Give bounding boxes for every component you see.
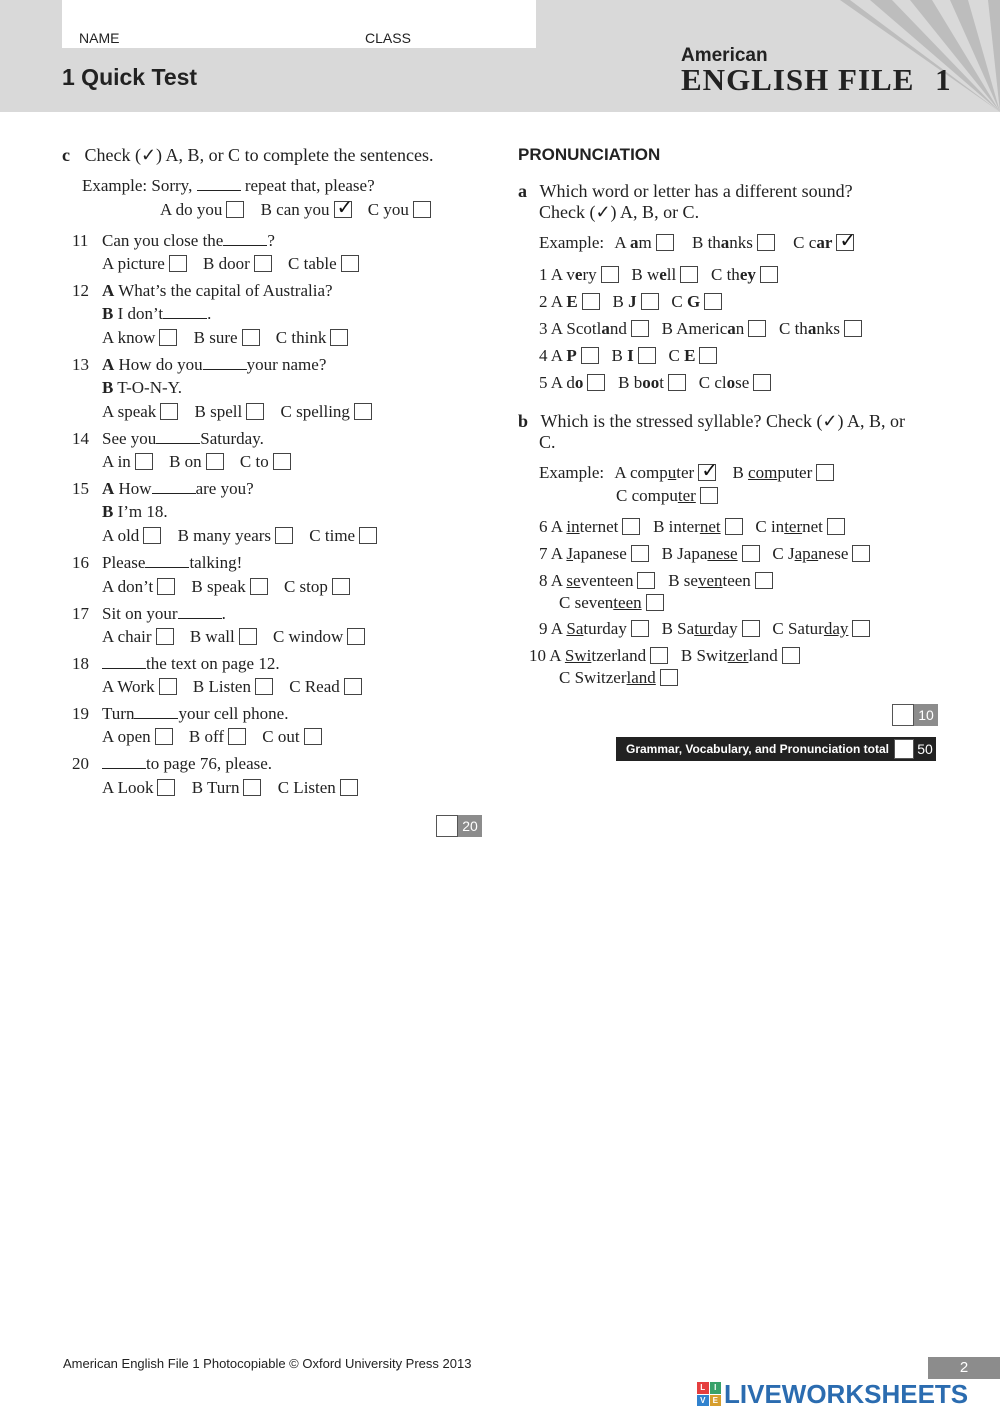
option-c: C think [275, 328, 327, 347]
checkbox-pa2-c[interactable] [704, 293, 722, 310]
option-c: C stop [283, 577, 328, 596]
question-number: 16 [72, 553, 89, 572]
part-a-letter: a [518, 181, 527, 201]
brand-title [681, 62, 952, 98]
checkbox-18-a[interactable] [159, 678, 177, 695]
checkbox-pa3-b[interactable] [748, 320, 766, 337]
question-text: How do you [118, 355, 203, 374]
checkbox-16-b[interactable] [250, 578, 268, 595]
checkbox-pb10-c[interactable] [660, 669, 678, 686]
question-12-options [102, 328, 360, 348]
footer-brand: American English File 1 [63, 1356, 200, 1371]
example-checkbox-a[interactable] [226, 201, 244, 218]
question-text: Can you close the [102, 231, 224, 250]
question-number: 13 [72, 355, 89, 374]
example-c: C car [793, 233, 833, 252]
pron-b-9: 9 A Saturday B Saturday C Saturday [539, 619, 870, 639]
answer-blank [145, 554, 189, 568]
question-15 [72, 479, 254, 499]
question-14 [72, 429, 264, 449]
checkbox-pb7-b[interactable] [742, 545, 760, 562]
question-18 [72, 654, 280, 674]
total-label: Grammar, Vocabulary, and Pronunciation total [626, 742, 889, 756]
class-label: CLASS [365, 30, 411, 46]
option-b: B speak [191, 577, 246, 596]
question-text-end: your name? [246, 355, 327, 374]
option-c: C out [262, 727, 300, 746]
logo-letter: I [710, 1382, 722, 1394]
answer-blank [152, 480, 196, 494]
liveworksheets-logo [697, 1380, 968, 1408]
question-19 [72, 704, 288, 724]
question-15-options [102, 526, 389, 546]
pron-a-4: 4 A P B I C E [539, 346, 717, 366]
answer-blank [102, 755, 146, 769]
example-a: A am [614, 233, 652, 252]
question-text-end: . [221, 604, 226, 623]
question-11 [72, 231, 275, 251]
part-b-line2: C. [539, 432, 556, 452]
question-12-line2 [102, 304, 211, 324]
checkbox-20-a[interactable] [157, 779, 175, 796]
pron-a-1: 1 A very B well C they [539, 265, 778, 285]
option-a: A in [102, 452, 131, 471]
pron-b-8c: C seventeen [559, 593, 664, 613]
footer-copyright-text: Photocopiable © Oxford University Press 2013 [199, 1356, 472, 1371]
checkbox-15-b[interactable] [275, 527, 293, 544]
question-20-options [102, 778, 370, 798]
pb-example-checkbox-a-checked[interactable] [698, 464, 716, 481]
part-c-instruction [62, 145, 434, 165]
checkbox-pb6-a[interactable] [622, 518, 640, 535]
checkbox-13-c[interactable] [354, 403, 372, 420]
checkbox-pb6-c[interactable] [827, 518, 845, 535]
example-checkbox-b-checked[interactable] [334, 201, 352, 218]
footer-copyright [63, 1356, 471, 1371]
checkbox-19-a[interactable] [155, 728, 173, 745]
question-16-options [102, 577, 362, 597]
option-c: C to [239, 452, 269, 471]
checkbox-11-c[interactable] [341, 255, 359, 272]
checkbox-15-a[interactable] [143, 527, 161, 544]
option-b: B many years [177, 526, 272, 545]
checkbox-pa4-b[interactable] [638, 347, 656, 364]
pron-a-5: 5 A do B boot C close [539, 373, 771, 393]
checkbox-20-c[interactable] [340, 779, 358, 796]
part-b-line1: Which is the stressed syllable? Check (✓) A, B, or [540, 411, 906, 431]
question-text: I don’t [117, 304, 164, 323]
test-title: 1 Quick Test [62, 64, 198, 90]
logo-letter: V [697, 1395, 709, 1407]
checkbox-pa3-a[interactable] [631, 320, 649, 337]
part-b-letter: b [518, 411, 529, 431]
part-b-example-c: C computer [616, 486, 718, 506]
question-15-line2 [102, 502, 168, 522]
name-label: NAME [79, 30, 120, 46]
question-text: What’s the capital of Australia? [118, 281, 333, 300]
pron-b-7: 7 A Japanese B Japanese C Japanese [539, 544, 870, 564]
question-text: Sit on your [102, 604, 178, 623]
part-b-instruction [518, 411, 905, 431]
checkbox-19-c[interactable] [304, 728, 322, 745]
checkbox-pa4-a[interactable] [581, 347, 599, 364]
name-class-box [62, 0, 536, 48]
example-label: Example: [539, 233, 605, 252]
checkbox-16-c[interactable] [332, 578, 350, 595]
question-text-end: . [207, 304, 212, 323]
option-b: B sure [193, 328, 238, 347]
speaker-a: A [102, 281, 115, 300]
checkbox-16-a[interactable] [157, 578, 175, 595]
checkbox-11-b[interactable] [254, 255, 272, 272]
question-text-end: talking! [189, 553, 243, 572]
part-a-example [539, 233, 854, 253]
question-text: T-O-N-Y. [117, 378, 182, 397]
answer-blank [203, 356, 247, 370]
part-a-instruction [518, 181, 853, 201]
pron-b-8: 8 A seventeen B seventeen [539, 571, 773, 591]
question-number: 12 [72, 281, 89, 300]
pron-a-2: 2 A E B J C G [539, 292, 722, 312]
option-a: A don’t [102, 577, 154, 596]
option-b: B off [188, 727, 224, 746]
question-number: 11 [72, 231, 89, 250]
option-c: C Listen [277, 778, 336, 797]
checkbox-pb8-b[interactable] [755, 572, 773, 589]
question-text: How [118, 479, 152, 498]
example-sentence [82, 176, 375, 196]
checkbox-14-a[interactable] [135, 453, 153, 470]
brand-american: American [681, 45, 768, 66]
checkbox-pb9-b[interactable] [742, 620, 760, 637]
checkbox-13-b[interactable] [246, 403, 264, 420]
option-b: B Listen [192, 677, 251, 696]
total-max: 50 [917, 741, 933, 757]
example-options [160, 200, 443, 220]
total-bar [616, 737, 936, 761]
option-b: B door [203, 254, 250, 273]
pa-example-checkbox-b[interactable] [757, 234, 775, 251]
question-text: the text on page 12. [146, 654, 280, 673]
checkbox-pa5-c[interactable] [753, 374, 771, 391]
example-option-b: B can you [260, 200, 330, 219]
score-max: 10 [914, 704, 938, 726]
question-19-options [102, 727, 334, 747]
part-c-text: Check (✓) A, B, or C to complete the sentences. [84, 145, 434, 165]
checkbox-14-c[interactable] [273, 453, 291, 470]
example-b: B thanks [691, 233, 753, 252]
checkbox-pb10-a[interactable] [650, 647, 668, 664]
question-13-options [102, 402, 384, 422]
option-a: A know [102, 328, 156, 347]
part-a-line1: Which word or letter has a different sound? [539, 181, 853, 201]
score-input-box[interactable] [436, 815, 458, 837]
checkbox-pb10-b[interactable] [782, 647, 800, 664]
option-a: A speak [102, 402, 157, 421]
example-prefix: Example: Sorry, [82, 176, 193, 195]
question-16 [72, 553, 242, 573]
pb-example-checkbox-b[interactable] [816, 464, 834, 481]
question-number: 19 [72, 704, 89, 723]
question-14-options [102, 452, 303, 472]
option-c: C window [272, 627, 344, 646]
example-suffix: repeat that, please? [244, 176, 375, 195]
part-c-score [436, 815, 482, 837]
checkbox-19-b[interactable] [228, 728, 246, 745]
pa-example-checkbox-c-checked[interactable] [836, 234, 854, 251]
brand-number: 1 [935, 62, 952, 97]
pron-b-10c: C Switzerland [559, 668, 678, 688]
answer-blank [134, 705, 178, 719]
question-17-options [102, 627, 377, 647]
liveworksheets-wordmark: LIVEWORKSHEETS [724, 1378, 969, 1409]
question-text: See you [102, 429, 157, 448]
option-b: B spell [194, 402, 243, 421]
score-input-box[interactable] [892, 704, 914, 726]
logo-letter: E [710, 1395, 722, 1407]
part-c-letter: c [62, 145, 70, 165]
header [0, 0, 1000, 112]
checkbox-12-a[interactable] [159, 329, 177, 346]
answer-blank [156, 430, 200, 444]
question-text-end: your cell phone. [178, 704, 289, 723]
option-b: B on [169, 452, 202, 471]
checkbox-13-a[interactable] [160, 403, 178, 420]
example-option-a: A do you [160, 200, 223, 219]
page-number: 2 [928, 1357, 1000, 1379]
option-a: A open [102, 727, 151, 746]
option-b: B Turn [191, 778, 240, 797]
checkbox-pb9-c[interactable] [852, 620, 870, 637]
question-text: to page 76, please. [146, 754, 273, 773]
logo-letter: L [697, 1382, 709, 1394]
question-13 [72, 355, 326, 375]
pa-example-checkbox-a[interactable] [656, 234, 674, 251]
question-text: I’m 18. [117, 502, 168, 521]
checkbox-pb7-a[interactable] [631, 545, 649, 562]
question-number: 18 [72, 654, 89, 673]
checkbox-pa2-b[interactable] [641, 293, 659, 310]
speaker-b: B [102, 378, 114, 397]
checkbox-pa3-c[interactable] [844, 320, 862, 337]
example-option-c: C you [367, 200, 409, 219]
pronunciation-heading: PRONUNCIATION [518, 145, 661, 164]
option-a: A picture [102, 254, 165, 273]
brand-english-file: ENGLISH FILE [681, 62, 915, 97]
speaker-b: B [102, 502, 114, 521]
option-b: B wall [189, 627, 235, 646]
question-number: 20 [72, 754, 89, 773]
checkbox-pb6-b[interactable] [725, 518, 743, 535]
checkbox-pa1-c[interactable] [760, 266, 778, 283]
checkbox-18-c[interactable] [344, 678, 362, 695]
option-a: A Look [102, 778, 154, 797]
question-text-end: Saturday. [200, 429, 264, 448]
checkbox-17-a[interactable] [156, 628, 174, 645]
pron-b-10: 10 A Switzerland B Switzerland [529, 646, 800, 666]
question-text-end: are you? [195, 479, 254, 498]
checkbox-11-a[interactable] [169, 255, 187, 272]
question-12 [72, 281, 333, 301]
liveworksheets-icon [697, 1382, 721, 1406]
answer-blank [163, 305, 207, 319]
option-a: A Work [102, 677, 155, 696]
total-input-box[interactable] [894, 739, 914, 759]
pb-example-checkbox-c[interactable] [700, 487, 718, 504]
option-c: C Read [289, 677, 340, 696]
checkbox-pb7-c[interactable] [852, 545, 870, 562]
checkbox-14-b[interactable] [206, 453, 224, 470]
answer-blank [178, 605, 222, 619]
score-max: 20 [458, 815, 482, 837]
speaker-b: B [102, 304, 114, 323]
speaker-a: A [102, 355, 115, 374]
answer-blank [223, 232, 267, 246]
example-checkbox-c[interactable] [413, 201, 431, 218]
example-label: Example: [539, 463, 605, 482]
answer-blank [197, 177, 241, 191]
checkbox-20-b[interactable] [243, 779, 261, 796]
option-a: A chair [102, 627, 152, 646]
question-17 [72, 604, 226, 624]
checkbox-pa1-a[interactable] [601, 266, 619, 283]
question-20 [72, 754, 272, 774]
question-number: 15 [72, 479, 89, 498]
checkbox-pb9-a[interactable] [631, 620, 649, 637]
checkbox-pa5-b[interactable] [668, 374, 686, 391]
question-number: 17 [72, 604, 89, 623]
part-b-example: Example: A computer✓ B computer [539, 463, 834, 483]
checkbox-pa4-c[interactable] [699, 347, 717, 364]
option-c: C spelling [280, 402, 350, 421]
pron-b-6: 6 A internet B internet C internet [539, 517, 845, 537]
checkbox-pa2-a[interactable] [582, 293, 600, 310]
option-a: A old [102, 526, 140, 545]
pron-a-3: 3 A Scotland B American C thanks [539, 319, 862, 339]
question-18-options [102, 677, 374, 697]
checkbox-17-b[interactable] [239, 628, 257, 645]
question-text-end: ? [267, 231, 275, 250]
part-a-line2: Check (✓) A, B, or C. [539, 202, 700, 222]
pronunciation-score [892, 704, 938, 726]
checkbox-17-c[interactable] [347, 628, 365, 645]
question-11-options [102, 254, 371, 274]
question-number: 14 [72, 429, 89, 448]
checkbox-pb8-c[interactable] [646, 594, 664, 611]
checkbox-pa5-a[interactable] [587, 374, 605, 391]
question-text: Please [102, 553, 146, 572]
option-c: C table [288, 254, 337, 273]
checkbox-15-c[interactable] [359, 527, 377, 544]
question-13-line2 [102, 378, 182, 398]
checkbox-pb8-a[interactable] [637, 572, 655, 589]
checkbox-pa1-b[interactable] [680, 266, 698, 283]
answer-blank [102, 655, 146, 669]
question-text: Turn [102, 704, 135, 723]
checkbox-18-b[interactable] [255, 678, 273, 695]
checkbox-12-b[interactable] [242, 329, 260, 346]
checkbox-12-c[interactable] [330, 329, 348, 346]
option-c: C time [309, 526, 356, 545]
speaker-a: A [102, 479, 115, 498]
